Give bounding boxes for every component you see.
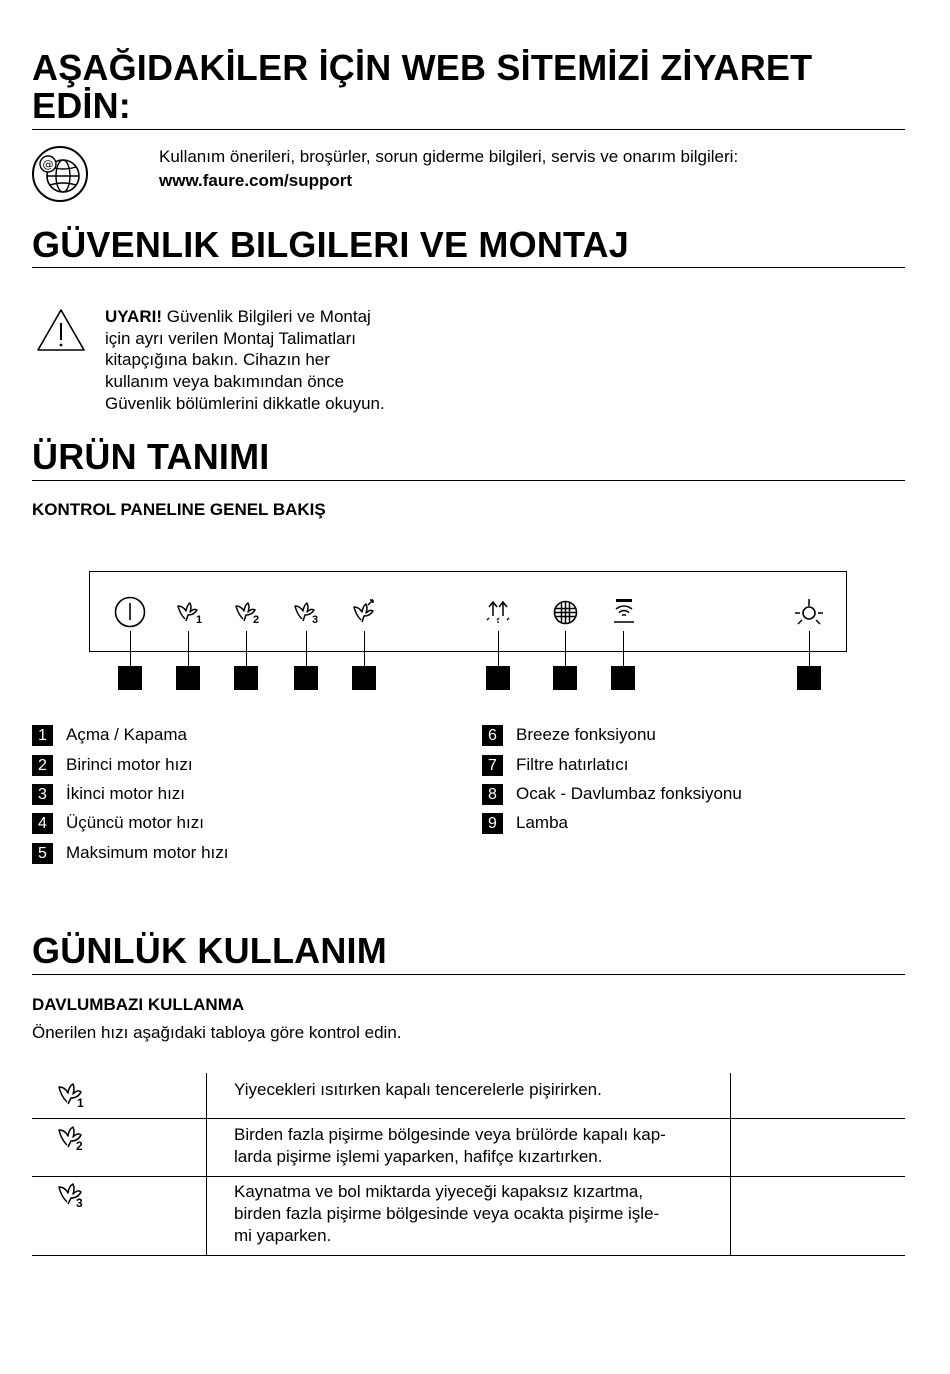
legend-label: Breeze fonksiyonu: [516, 725, 656, 744]
table-cell: Birden fazla pişirme bölgesinde veya brülörde kapalı kap- larda pişirme işlemi yaparken, hafifçe kızartırken.: [234, 1125, 666, 1166]
callout-marker-4: [294, 666, 318, 690]
fan-speed-1-icon: [56, 1082, 88, 1108]
breeze-icon[interactable]: [484, 600, 512, 624]
intro-text: Önerilen hızı aşağıdaki tabloya göre kontrol edin.: [32, 1023, 402, 1042]
filter-icon[interactable]: [553, 600, 578, 625]
panel-subtitle: KONTROL PANELINE GENEL BAKIŞ: [32, 500, 326, 519]
legend-number: 3: [32, 784, 53, 805]
legend-label: Birinci motor hızı: [66, 755, 193, 774]
warning-line-1: UYARI! Güvenlik Bilgileri ve Montaj: [105, 307, 371, 326]
legend-item: [32, 783, 185, 805]
table-row: [32, 1176, 905, 1256]
warning-line-5: Güvenlik bölümlerini dikkatle okuyun.: [105, 394, 385, 413]
control-panel: [89, 571, 847, 652]
legend-number: 7: [482, 755, 503, 776]
leader-line: [498, 631, 499, 666]
warning-line-3: kitapçığına bakın. Cihazın her: [105, 350, 330, 369]
callout-marker-5: [352, 666, 376, 690]
warning-line-2: için ayrı verilen Montaj Talimatları: [105, 329, 356, 348]
warning-label: UYARI!: [105, 307, 162, 326]
legend-item: [32, 754, 193, 776]
table-cell: Kaynatma ve bol miktarda yiyeceği kapaksız kızartma, birden fazla pişirme bölgesinde veya ocakta pişirme işle- mi yaparken.: [234, 1182, 660, 1245]
divider: [32, 267, 905, 268]
legend-number: 6: [482, 725, 503, 746]
safety-title: GÜVENLIK BILGILERI VE MONTAJ: [32, 224, 629, 265]
legend-label: Ocak - Davlumbaz fonksiyonu: [516, 784, 742, 803]
legend-number: 8: [482, 784, 503, 805]
fan-speed-1-icon[interactable]: [176, 602, 202, 624]
legend-number: 5: [32, 843, 53, 864]
callout-marker-1: [118, 666, 142, 690]
product-title: ÜRÜN TANIMI: [32, 436, 270, 477]
legend-label: Maksimum motor hızı: [66, 843, 229, 862]
legend-label: Filtre hatırlatıcı: [516, 755, 629, 774]
callout-marker-2: [176, 666, 200, 690]
website-title-line2: EDİN:: [32, 85, 131, 126]
globe-at-icon: [31, 145, 89, 203]
leader-line: [565, 631, 566, 666]
legend-item: [482, 724, 656, 746]
legend-item: [482, 754, 628, 776]
hob-hood-icon[interactable]: [612, 598, 636, 626]
callout-marker-6: [486, 666, 510, 690]
legend-number: 1: [32, 725, 53, 746]
callout-marker-9: [797, 666, 821, 690]
website-title-line1: AŞAĞIDAKİLER İÇİN WEB SİTEMİZİ ZİYARET: [32, 47, 813, 88]
legend-label: İkinci motor hızı: [66, 784, 186, 803]
hood-use-subtitle: DAVLUMBAZI KULLANMA: [32, 995, 245, 1014]
callout-marker-3: [234, 666, 258, 690]
legend-number: 2: [32, 755, 53, 776]
svg-text:1: 1: [77, 1096, 84, 1108]
fan-speed-3-icon: [56, 1182, 88, 1208]
legend-item: [482, 783, 742, 805]
fan-speed-3-icon[interactable]: [293, 602, 319, 624]
lamp-icon[interactable]: [794, 598, 824, 628]
svg-text:1: 1: [196, 614, 202, 624]
legend-item: [482, 812, 568, 834]
divider: [32, 480, 905, 481]
callout-marker-8: [611, 666, 635, 690]
warning-line-4: kullanım veya bakımından önce: [105, 372, 345, 391]
svg-text:2: 2: [253, 614, 260, 624]
divider: [32, 974, 905, 975]
fan-speed-2-icon[interactable]: [234, 602, 260, 624]
website-info: Kullanım önerileri, broşürler, sorun giderme bilgileri, servis ve onarım bilgileri:: [159, 147, 739, 166]
legend-label: Üçüncü motor hızı: [66, 813, 204, 832]
leader-line: [246, 631, 247, 666]
legend-label: Açma / Kapama: [66, 725, 187, 744]
legend-item: [32, 812, 204, 834]
fan-speed-2-icon: [56, 1125, 88, 1151]
svg-text:3: 3: [312, 614, 319, 624]
leader-line: [364, 631, 365, 666]
table-row: [32, 1118, 905, 1177]
legend-number: 9: [482, 813, 503, 834]
callout-marker-7: [553, 666, 577, 690]
table-cell: Yiyecekleri ısıtırken kapalı tencerelerle pişirirken.: [234, 1080, 602, 1099]
svg-text:@: @: [42, 158, 54, 171]
legend-item: [32, 842, 228, 864]
leader-line: [809, 631, 810, 666]
table-row: [32, 1073, 905, 1119]
leader-line: [130, 631, 131, 666]
support-link[interactable]: www.faure.com/support: [159, 171, 353, 190]
daily-title: GÜNLÜK KULLANIM: [32, 930, 387, 971]
fan-max-icon[interactable]: [351, 599, 377, 625]
power-icon[interactable]: [114, 596, 146, 628]
divider: [32, 129, 905, 130]
leader-line: [188, 631, 189, 666]
legend-number: 4: [32, 813, 53, 834]
legend-label: Lamba: [516, 813, 568, 832]
leader-line: [306, 631, 307, 666]
warning-triangle-icon: [36, 308, 86, 352]
svg-text:2: 2: [76, 1139, 83, 1151]
legend-item: [32, 724, 187, 746]
svg-text:3: 3: [76, 1196, 83, 1208]
leader-line: [623, 631, 624, 666]
